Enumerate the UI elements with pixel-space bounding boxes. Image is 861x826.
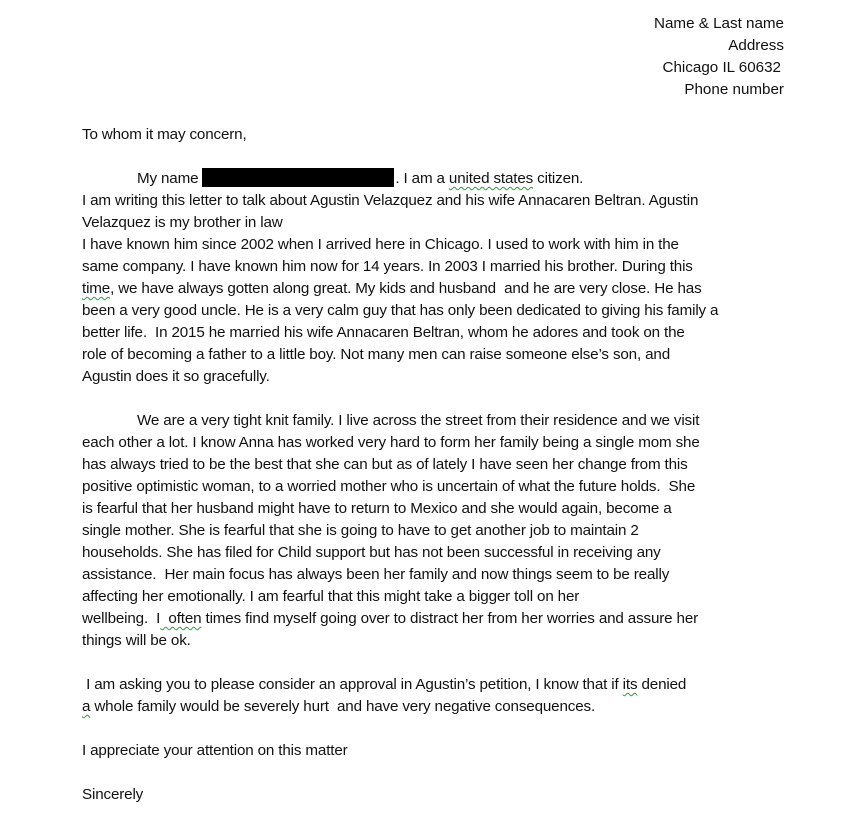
grammar-flagged-word: its xyxy=(622,676,638,693)
paragraph1-line-rest: , we have always gotten along great. My kids and husband and he are very close. He has xyxy=(110,280,702,297)
sender-name: Name & Last name xyxy=(654,15,784,32)
paragraph1-line: same company. I have known him now for 14 years. In 2003 I married his brother. During this xyxy=(82,258,693,275)
paragraph2-line-prefix: wellbeing. I xyxy=(82,610,161,627)
intro-line xyxy=(137,168,583,190)
salutation: To whom it may concern, xyxy=(82,126,247,143)
paragraph3-line-prefix: I am asking you to please consider an approval in Agustin’s petition, I know that if xyxy=(82,676,623,693)
paragraph2-line: affecting her emotionally. I am fearful that this might take a bigger toll on her xyxy=(82,588,580,605)
closing-line: I appreciate your attention on this matter xyxy=(82,742,348,759)
paragraph1-line: Agustin does it so gracefully. xyxy=(82,368,270,385)
intro-after-redaction: . I am a xyxy=(395,170,449,187)
paragraph2-line: is fearful that her husband might have to return to Mexico and she would again, become a xyxy=(82,500,672,517)
paragraph3-line-rest: whole family would be severely hurt and have very negative consequences. xyxy=(90,698,596,715)
paragraph2-line: things will be ok. xyxy=(82,632,191,649)
paragraph2-line xyxy=(82,608,698,630)
paragraph3-line xyxy=(82,696,595,718)
sender-city-state-zip: Chicago IL 60632 xyxy=(662,59,781,76)
intro-suffix: citizen. xyxy=(533,170,584,187)
paragraph2-line: each other a lot. I know Anna has worked very hard to form her family being a single mom she xyxy=(82,434,700,451)
paragraph1-line: Velazquez is my brother in law xyxy=(82,214,283,231)
paragraph1-line: been a very good uncle. He is a very calm guy that has only been dedicated to giving his family a xyxy=(82,302,719,319)
intro-prefix: My name xyxy=(137,170,199,187)
paragraph1-line: better life. In 2015 he married his wife Annacaren Beltran, whom he adores and took on the xyxy=(82,324,685,341)
paragraph1-line: I am writing this letter to talk about Agustin Velazquez and his wife Annacaren Beltran. Agustin xyxy=(82,192,699,209)
grammar-flagged-phrase: united states xyxy=(448,170,534,187)
paragraph1-line: role of becoming a father to a little boy. Not many men can raise someone else’s son, and xyxy=(82,346,671,363)
paragraph2-line: positive optimistic woman, to a worried mother who is uncertain of what the future holds. She xyxy=(82,478,696,495)
grammar-flagged-word: a xyxy=(82,698,91,715)
paragraph2-line-rest: times find myself going over to distract her from her worries and assure her xyxy=(201,610,699,627)
paragraph2-line: households. She has filed for Child support but has not been successful in receiving any xyxy=(82,544,661,561)
signoff: Sincerely xyxy=(82,786,144,803)
paragraph2-line: We are a very tight knit family. I live across the street from their residence and we visit xyxy=(137,412,700,429)
paragraph2-line: assistance. Her main focus has always been her family and now things seem to be really xyxy=(82,566,670,583)
sender-address: Address xyxy=(728,37,784,54)
paragraph3-line xyxy=(82,674,686,696)
paragraph1-line: I have known him since 2002 when I arrived here in Chicago. I used to work with him in the xyxy=(82,236,679,253)
paragraph2-line: has always tried to be the best that she can but as of lately I have seen her change from this xyxy=(82,456,688,473)
sender-phone: Phone number xyxy=(684,81,784,98)
grammar-flagged-word: often xyxy=(160,610,202,627)
paragraph3-line-suffix: denied xyxy=(637,676,687,693)
paragraph2-line: single mother. She is fearful that she is going to have to get another job to maintain 2 xyxy=(82,522,639,539)
redacted-name-block xyxy=(202,168,394,187)
paragraph1-line xyxy=(82,278,702,300)
grammar-flagged-word: time xyxy=(82,280,111,297)
